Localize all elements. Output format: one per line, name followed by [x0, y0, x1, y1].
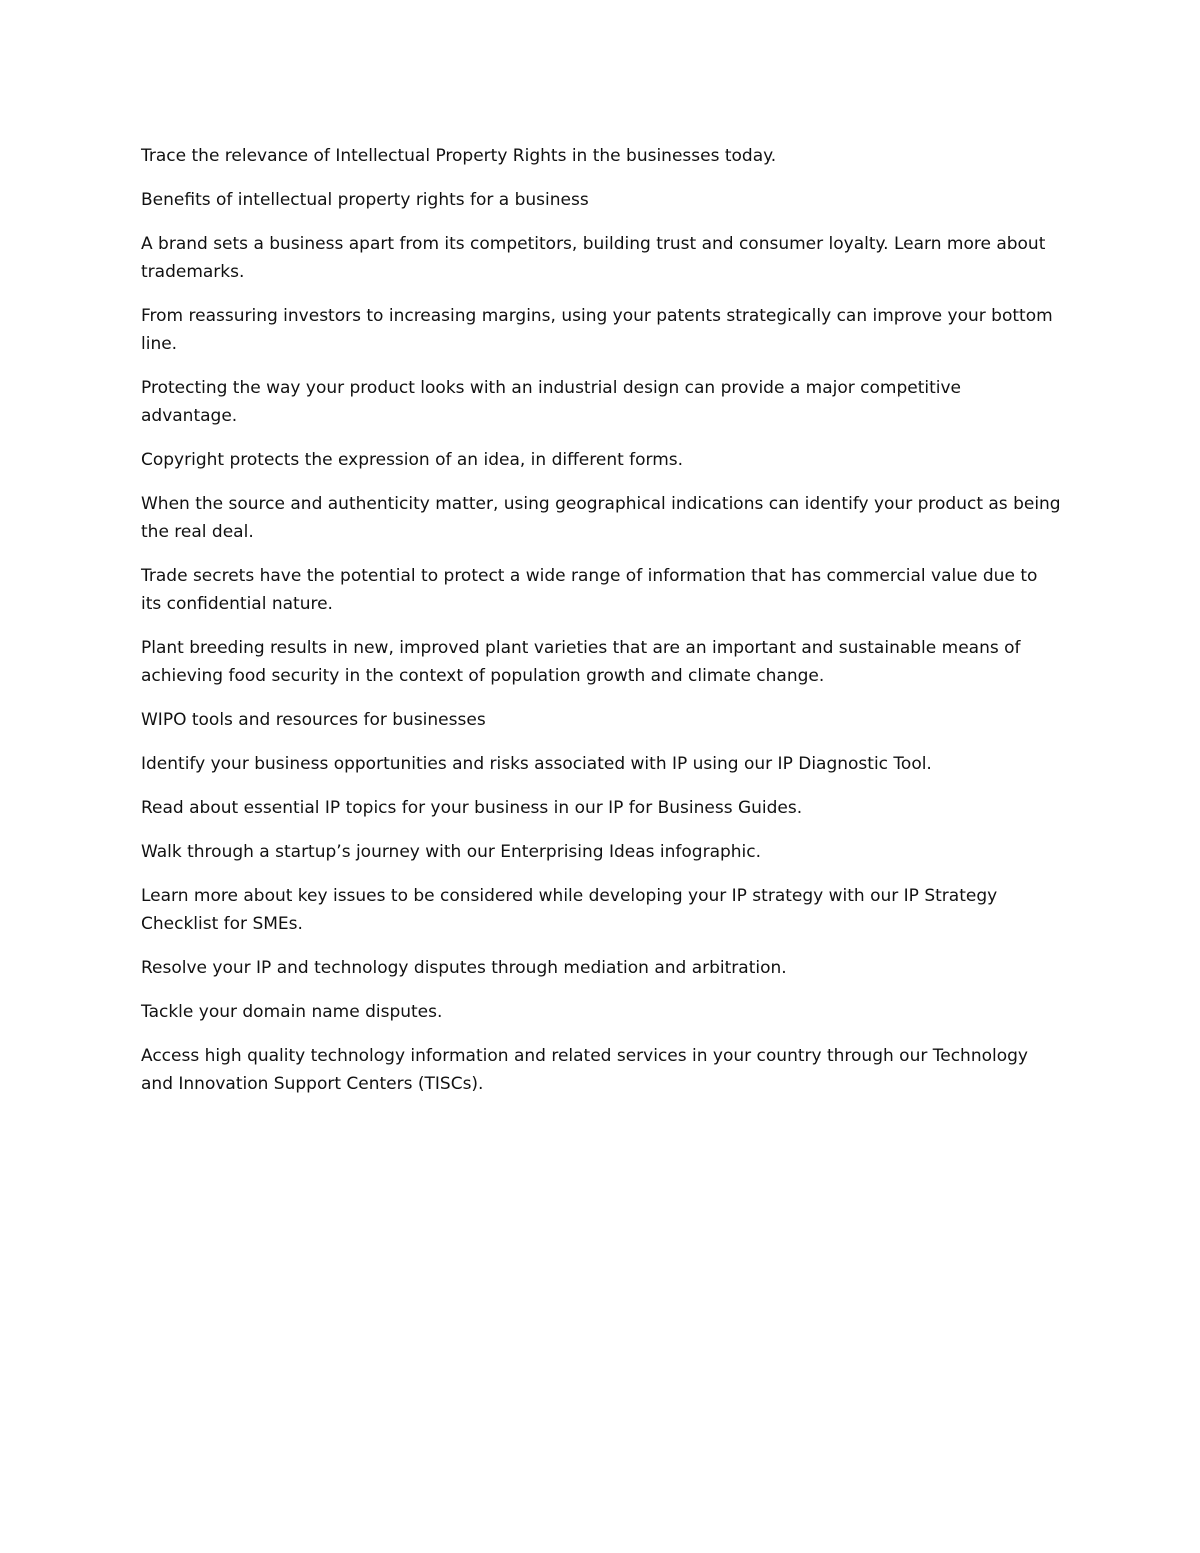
paragraph-industrial-design: Protecting the way your product looks with an industrial design can provide a major competitive advantage.: [141, 378, 962, 426]
paragraph-mediation-arbitration: Resolve your IP and technology disputes through mediation and arbitration.: [141, 958, 787, 978]
paragraph-tiscs: Access high quality technology information and related services in your country through our Technology and Innovation Support Centers (TISCs).: [141, 1046, 1028, 1094]
paragraph-ip-strategy-checklist: Learn more about key issues to be considered while developing your IP strategy with our IP Strategy Checklist for SMEs.: [141, 886, 998, 934]
document-body: [141, 142, 1061, 1114]
paragraph-enterprising-ideas: Walk through a startup’s journey with our Enterprising Ideas infographic.: [141, 842, 762, 862]
paragraph-geographical-indications: When the source and authenticity matter, using geographical indications can identify your product as being the real deal.: [141, 494, 1061, 542]
question-heading: Trace the relevance of Intellectual Property Rights in the businesses today.: [141, 146, 777, 166]
section-heading-wipo-tools: WIPO tools and resources for businesses: [141, 710, 486, 730]
paragraph-trademarks: A brand sets a business apart from its competitors, building trust and consumer loyalty. Learn more about trademarks.: [141, 234, 1046, 282]
paragraph-plant-varieties: Plant breeding results in new, improved plant varieties that are an important and sustainable means of achieving food security in the context of population growth and climate change.: [141, 638, 1021, 686]
paragraph-domain-name-disputes: Tackle your domain name disputes.: [141, 1002, 443, 1022]
paragraph-ip-diagnostic-tool: Identify your business opportunities and risks associated with IP using our IP Diagnostic Tool.: [141, 754, 932, 774]
paragraph-trade-secrets: Trade secrets have the potential to protect a wide range of information that has commercial value due to its confidential nature.: [141, 566, 1038, 614]
section-heading-benefits: Benefits of intellectual property rights for a business: [141, 190, 589, 210]
paragraph-copyright: Copyright protects the expression of an idea, in different forms.: [141, 450, 684, 470]
paragraph-business-guides: Read about essential IP topics for your business in our IP for Business Guides.: [141, 798, 803, 818]
paragraph-patents: From reassuring investors to increasing margins, using your patents strategically can improve your bottom line.: [141, 306, 1053, 354]
